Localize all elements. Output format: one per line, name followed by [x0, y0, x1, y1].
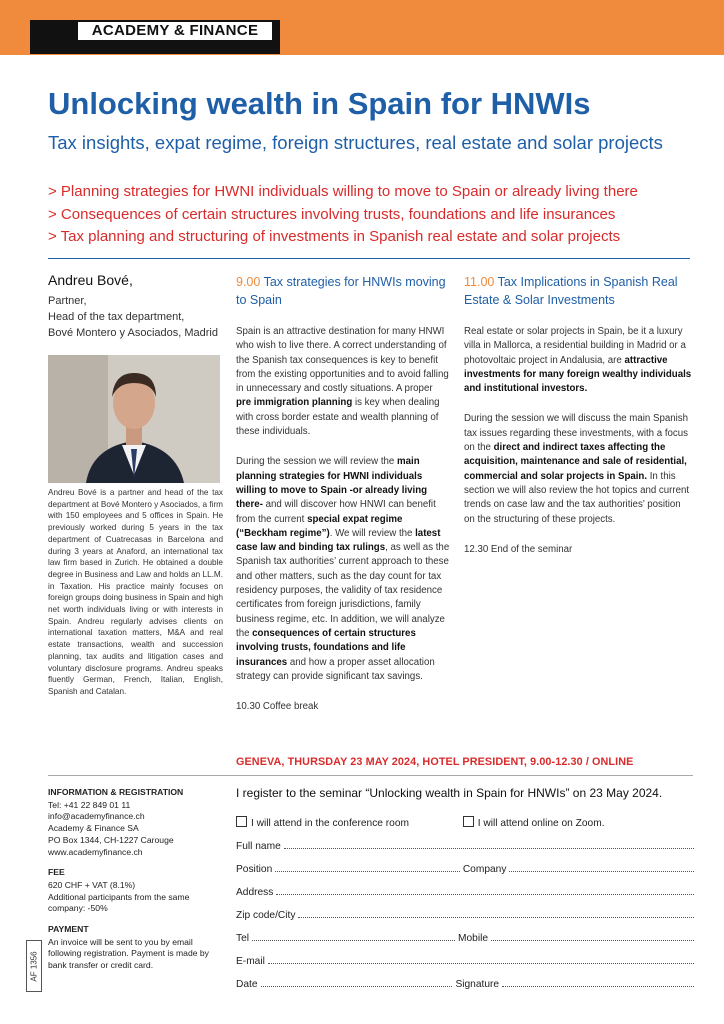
text: and how a proper asset allocation strategy can provide significant tax savings. — [236, 656, 435, 682]
fee-note: Additional participants from the same company: -50% — [48, 891, 190, 914]
text: and will discover how HNWI can benefit from the current — [236, 499, 436, 525]
text-bold: main planning strategies for HWNI individuals willing to move to Spain -or already living there- — [236, 456, 428, 511]
info-company: Academy & Finance SA — [48, 823, 139, 834]
text-bold: special expat regime (“Beckham regime”) — [236, 513, 403, 539]
speaker-role-line: Head of the tax department, — [48, 311, 185, 323]
divider — [48, 775, 693, 776]
email-field[interactable] — [236, 953, 694, 967]
document-code — [26, 940, 42, 992]
online-label: I will attend online on Zoom. — [477, 818, 605, 829]
text-bold: direct and indirect taxes affecting the acquisition, maintenance and sale of residential, commercial and solar projects in Spain. — [464, 442, 687, 482]
position-line[interactable] — [275, 869, 460, 872]
speaker-role — [48, 293, 218, 341]
text: Real estate or solar projects in Spain, be it a luxury villa in Mallorca, a residential building in Madrid or a photovoltaic project in Andalusia, are — [464, 326, 686, 366]
speaker-bio: Andreu Bové is a partner and head of the tax department at Bové Montero y Asociados, a firm with 150 employees and 5 offices in Spain. He previously worked during 5 years in the tax department of Cuatrecasas in Barcelona and during 3 years at Anaford, an international tax law firm based in Zurich. He obtained a double degree in Business and Law and holds an LL.M. in Taxation. His practice mainly focuses on foreign groups doing business in Spain and high net worth individuals living or with interests in Spain. Andreu regularly advises clients on international taxation matters, M&A and real estate transactions, wealth and succession planning, tax audits and litigation cases and voluntary disclosure programs. Andreu speaks fluently German, French, Italian, English, Spanish and Catalan. — [48, 488, 223, 696]
zip-city-label: Zip code/City — [236, 910, 296, 921]
attendance-options — [236, 816, 605, 829]
page-title: Unlocking wealth in Spain for HNWIs — [48, 86, 591, 121]
text: . We will review the — [329, 527, 416, 539]
payment-heading: PAYMENT — [48, 924, 89, 935]
zip-city-line[interactable] — [298, 915, 694, 918]
speaker-role-line: Partner, — [48, 295, 87, 307]
position-company-field[interactable] — [236, 861, 694, 875]
event-details: GENEVA, THURSDAY 23 MAY 2024, HOTEL PRESIDENT, 9.00-12.30 / ONLINE — [236, 756, 634, 768]
speaker-name: Andreu Bové, — [48, 272, 133, 288]
conference-room-checkbox[interactable] — [236, 816, 247, 827]
tel-mobile-field[interactable] — [236, 930, 694, 944]
key-point: > Tax planning and structuring of investments in Spanish real estate and solar projects — [48, 228, 621, 245]
text: During the session we will discuss the main Spanish tax issues regarding these investments, with a focus on the — [464, 413, 688, 454]
session-1 — [236, 273, 450, 714]
session-1-heading — [236, 273, 450, 309]
text-bold: pre immigration planning — [236, 397, 353, 409]
full-name-line[interactable] — [284, 846, 694, 849]
text: is key when dealing with cross border estate and wealth planning of these individuals. — [236, 397, 440, 438]
brand-name: ACADEMY & FINANCE — [78, 22, 272, 40]
tel-label: Tel — [236, 933, 250, 944]
session-2-heading — [464, 273, 692, 309]
full-name-label: Full name — [236, 841, 281, 852]
page-subtitle: Tax insights, expat regime, foreign structures, real estate and solar projects — [48, 132, 663, 153]
key-point: > Planning strategies for HWNI individuals willing to move to Spain or already living there — [48, 183, 638, 200]
full-name-field[interactable] — [236, 838, 694, 852]
zip-city-field[interactable] — [236, 907, 694, 921]
info-panel — [48, 787, 220, 972]
session-1-time: 9.00 — [236, 275, 261, 289]
session-2-title: Tax Implications in Spanish Real Estate & Solar Investments — [464, 275, 678, 307]
brand-logo — [30, 20, 280, 54]
divider — [48, 258, 690, 259]
text-bold: attractive investments for many foreign wealthy individuals and institutional investors. — [464, 354, 692, 395]
mobile-line[interactable] — [491, 938, 694, 941]
address-line[interactable] — [276, 892, 694, 895]
session-1-title: Tax strategies for HNWIs moving to Spain — [236, 275, 446, 307]
portrait-illustration — [48, 355, 220, 483]
session-1-body — [236, 455, 450, 684]
info-email[interactable]: info@academyfinance.ch — [48, 811, 145, 822]
payment-text: An invoice will be sent to you by email following registration. Payment is made by bank transfer or credit card. — [48, 936, 209, 971]
address-field[interactable] — [236, 884, 694, 898]
company-label: Company — [462, 864, 507, 875]
session-1-intro — [236, 325, 450, 439]
tel-line[interactable] — [252, 938, 455, 941]
document-code-text: AF 1356 — [29, 950, 39, 982]
date-label: Date — [236, 979, 258, 990]
online-checkbox[interactable] — [463, 816, 474, 827]
company-line[interactable] — [509, 869, 694, 872]
text: Spain is an attractive destination for many HNWI who wish to live there. A correct understanding of the Spanish tax consequences is key to benefit from the existing opportunities and to avoid falling in unnecessary and costly situations. A proper — [236, 326, 449, 395]
address-label: Address — [236, 887, 274, 898]
conference-room-label: I will attend in the conference room — [251, 818, 409, 829]
text: During the session we will review the — [236, 456, 397, 468]
coffee-break: 10.30 Coffee break — [236, 701, 319, 713]
session-2-intro — [464, 325, 692, 396]
fee-heading: FEE — [48, 867, 65, 878]
session-2 — [464, 273, 692, 557]
position-label: Position — [236, 864, 273, 875]
email-label: E-mail — [236, 956, 265, 967]
info-tel: Tel: +41 22 849 01 11 — [48, 799, 131, 810]
key-point: > Consequences of certain structures involving trusts, foundations and life insurances — [48, 205, 616, 223]
mobile-label: Mobile — [458, 933, 489, 944]
speaker-role-line: Bové Montero y Asociados, Madrid — [48, 327, 218, 339]
info-heading: INFORMATION & REGISTRATION — [48, 787, 184, 797]
text: , as well as the Spanish tax authorities’ current approach to these and other matters, such as the day count for tax residency purposes, the validity of tax residence certificates from foreign jurisdictions, family business regime, etc. In addition, we will analyze the — [236, 542, 450, 639]
text-bold: latest case law and binding tax rulings — [236, 527, 441, 554]
seminar-end: 12.30 End of the seminar — [464, 543, 573, 555]
speaker-photo — [48, 355, 220, 483]
info-website[interactable]: www.academyfinance.ch — [48, 846, 143, 857]
key-points — [48, 181, 638, 249]
info-address: PO Box 1344, CH-1227 Carouge — [48, 834, 174, 845]
signature-label: Signature — [455, 979, 500, 990]
email-line[interactable] — [268, 961, 694, 964]
fee-amount: 620 CHF + VAT (8.1%) — [48, 879, 136, 890]
session-2-body — [464, 412, 692, 526]
date-signature-field[interactable] — [236, 976, 694, 990]
date-line[interactable] — [261, 984, 453, 987]
session-2-time: 11.00 — [464, 275, 495, 289]
signature-line[interactable] — [502, 984, 694, 987]
text-bold: consequences of certain structures involving trusts, foundations and life insurances — [236, 627, 416, 668]
registration-title: I register to the seminar “Unlocking wealth in Spain for HNWIs” on 23 May 2024. — [236, 786, 663, 800]
text: In this section we will also review the hot topics and current trends on case law and the tax authorities’ position on the structuring of these projects. — [464, 470, 690, 525]
